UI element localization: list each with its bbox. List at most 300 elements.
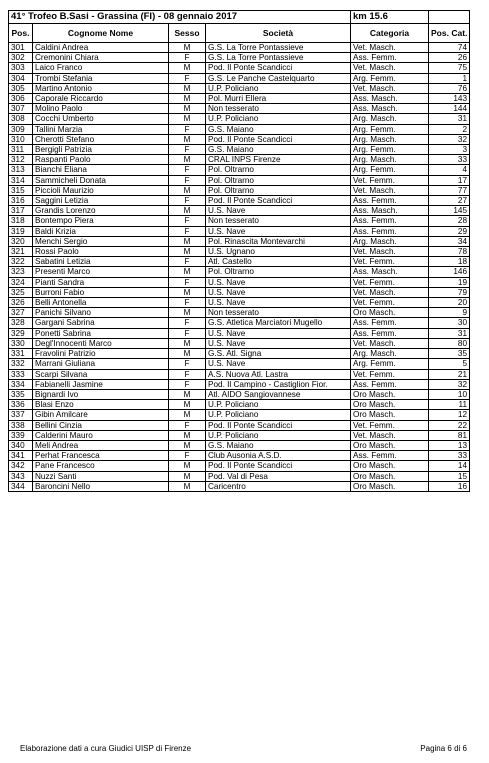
- cell-sex: F: [169, 165, 206, 175]
- cell-category: Oro Masch.: [351, 400, 429, 410]
- cell-category: Ass. Masch.: [351, 267, 429, 277]
- cell-name: Fravolini Patrizio: [33, 349, 169, 359]
- cell-cat-pos: 17: [429, 175, 470, 185]
- cell-club: Pod. Il Campino - Castiglion Fior.: [206, 379, 351, 389]
- cell-cat-pos: 20: [429, 298, 470, 308]
- cell-club: U.P. Policiano: [206, 400, 351, 410]
- cell-cat-pos: 21: [429, 369, 470, 379]
- cell-category: Ass. Femm.: [351, 53, 429, 63]
- cell-club: U.S. Nave: [206, 277, 351, 287]
- cell-cat-pos: 27: [429, 196, 470, 206]
- footer-page-number: Pagina 6 di 6: [420, 744, 467, 753]
- cell-cat-pos: 19: [429, 277, 470, 287]
- table-row: [9, 104, 470, 114]
- cell-category: Vet. Masch.: [351, 430, 429, 440]
- cell-category: Arg. Masch.: [351, 134, 429, 144]
- cell-club: G.S. Maiano: [206, 440, 351, 450]
- cell-name: Molino Paolo: [33, 104, 169, 114]
- cell-name: Ponetti Sabrina: [33, 328, 169, 338]
- cell-name: Pane Francesco: [33, 461, 169, 471]
- cell-cat-pos: 11: [429, 400, 470, 410]
- cell-pos: 303: [9, 63, 33, 73]
- table-row: [9, 287, 470, 297]
- cell-sex: M: [169, 104, 206, 114]
- cell-pos: 322: [9, 257, 33, 267]
- cell-pos: 301: [9, 43, 33, 53]
- cell-pos: 309: [9, 124, 33, 134]
- cell-name: Meli Andrea: [33, 440, 169, 450]
- cell-cat-pos: 34: [429, 236, 470, 246]
- table-row: [9, 257, 470, 267]
- col-header-cat-pos: Pos. Cat.: [429, 24, 470, 43]
- cell-pos: 338: [9, 420, 33, 430]
- cell-category: Vet. Masch.: [351, 43, 429, 53]
- cell-category: Vet. Masch.: [351, 287, 429, 297]
- table-row: [9, 318, 470, 328]
- cell-pos: 306: [9, 94, 33, 104]
- col-header-category: Categoria: [351, 24, 429, 43]
- cell-name: Scarpi Silvana: [33, 369, 169, 379]
- cell-category: Vet. Femm.: [351, 298, 429, 308]
- table-row: [9, 451, 470, 461]
- cell-category: Vet. Masch.: [351, 63, 429, 73]
- table-row: [9, 338, 470, 348]
- table-row: [9, 481, 470, 491]
- cell-sex: M: [169, 338, 206, 348]
- cell-cat-pos: 81: [429, 430, 470, 440]
- cell-cat-pos: 9: [429, 308, 470, 318]
- cell-pos: 336: [9, 400, 33, 410]
- cell-name: Presenti Marco: [33, 267, 169, 277]
- cell-cat-pos: 77: [429, 185, 470, 195]
- cell-cat-pos: 22: [429, 420, 470, 430]
- cell-cat-pos: 74: [429, 43, 470, 53]
- cell-category: Ass. Femm.: [351, 451, 429, 461]
- col-header-sex: Sesso: [169, 24, 206, 43]
- table-row: [9, 277, 470, 287]
- cell-pos: 331: [9, 349, 33, 359]
- cell-club: U.S. Nave: [206, 287, 351, 297]
- cell-sex: F: [169, 359, 206, 369]
- cell-name: Pianti Sandra: [33, 277, 169, 287]
- cell-sex: M: [169, 287, 206, 297]
- table-row: [9, 165, 470, 175]
- cell-club: Pol. Rinascita Montevarchi: [206, 236, 351, 246]
- cell-pos: 342: [9, 461, 33, 471]
- cell-club: Pol. Oltrarno: [206, 165, 351, 175]
- cell-sex: F: [169, 277, 206, 287]
- cell-sex: M: [169, 400, 206, 410]
- cell-sex: F: [169, 226, 206, 236]
- cell-club: Non tesserato: [206, 104, 351, 114]
- cell-pos: 328: [9, 318, 33, 328]
- cell-category: Ass. Femm.: [351, 196, 429, 206]
- cell-club: Atl. Castello: [206, 257, 351, 267]
- cell-cat-pos: 2: [429, 124, 470, 134]
- cell-cat-pos: 79: [429, 287, 470, 297]
- cell-sex: F: [169, 257, 206, 267]
- table-row: [9, 63, 470, 73]
- cell-name: Nuzzi Santi: [33, 471, 169, 481]
- cell-club: Pod. Il Ponte Scandicci: [206, 420, 351, 430]
- table-row: [9, 308, 470, 318]
- cell-pos: 337: [9, 410, 33, 420]
- cell-pos: 329: [9, 328, 33, 338]
- cell-category: Arg. Femm.: [351, 165, 429, 175]
- cell-category: Ass. Masch.: [351, 104, 429, 114]
- cell-cat-pos: 10: [429, 389, 470, 399]
- cell-name: Tallini Marzia: [33, 124, 169, 134]
- cell-club: A.S. Nuova Atl. Lastra: [206, 369, 351, 379]
- cell-cat-pos: 33: [429, 155, 470, 165]
- cell-cat-pos: 78: [429, 247, 470, 257]
- cell-category: Vet. Masch.: [351, 338, 429, 348]
- table-row: [9, 134, 470, 144]
- cell-club: U.S. Nave: [206, 328, 351, 338]
- cell-pos: 341: [9, 451, 33, 461]
- cell-sex: M: [169, 134, 206, 144]
- table-row: [9, 359, 470, 369]
- cell-pos: 343: [9, 471, 33, 481]
- cell-club: Pol. Murri Ellera: [206, 94, 351, 104]
- cell-club: Non tesserato: [206, 308, 351, 318]
- cell-pos: 310: [9, 134, 33, 144]
- cell-name: Sabatini Letizia: [33, 257, 169, 267]
- cell-cat-pos: 80: [429, 338, 470, 348]
- cell-category: Arg. Femm.: [351, 73, 429, 83]
- cell-pos: 320: [9, 236, 33, 246]
- cell-name: Saggini Letizia: [33, 196, 169, 206]
- cell-name: Laico Franco: [33, 63, 169, 73]
- cell-cat-pos: 16: [429, 481, 470, 491]
- column-header-row: [9, 24, 470, 43]
- cell-pos: 324: [9, 277, 33, 287]
- cell-sex: M: [169, 349, 206, 359]
- cell-pos: 323: [9, 267, 33, 277]
- cell-sex: M: [169, 63, 206, 73]
- cell-pos: 330: [9, 338, 33, 348]
- cell-club: Pod. Il Ponte Scandicci: [206, 196, 351, 206]
- table-row: [9, 349, 470, 359]
- cell-pos: 315: [9, 185, 33, 195]
- cell-sex: M: [169, 236, 206, 246]
- cell-cat-pos: 15: [429, 471, 470, 481]
- table-row: [9, 155, 470, 165]
- cell-category: Ass. Femm.: [351, 216, 429, 226]
- cell-name: Trombi Stefania: [33, 73, 169, 83]
- cell-category: Vet. Femm.: [351, 420, 429, 430]
- cell-name: Grandis Lorenzo: [33, 206, 169, 216]
- table-row: [9, 410, 470, 420]
- cell-sex: M: [169, 430, 206, 440]
- col-header-name: Cognome Nome: [33, 24, 169, 43]
- cell-category: Arg. Masch.: [351, 155, 429, 165]
- cell-cat-pos: 31: [429, 328, 470, 338]
- cell-sex: M: [169, 461, 206, 471]
- cell-category: Vet. Femm.: [351, 277, 429, 287]
- cell-cat-pos: 33: [429, 451, 470, 461]
- cell-name: Burroni Fabio: [33, 287, 169, 297]
- cell-name: Belli Antonella: [33, 298, 169, 308]
- cell-sex: M: [169, 471, 206, 481]
- cell-category: Oro Masch.: [351, 481, 429, 491]
- cell-name: Bontempo Piera: [33, 216, 169, 226]
- cell-pos: 334: [9, 379, 33, 389]
- cell-club: Pol. Oltrarno: [206, 267, 351, 277]
- cell-pos: 327: [9, 308, 33, 318]
- title-blank-cell: [429, 11, 470, 24]
- cell-club: Pod. Il Ponte Scandicci: [206, 134, 351, 144]
- cell-pos: 319: [9, 226, 33, 236]
- cell-pos: 321: [9, 247, 33, 257]
- cell-category: Oro Masch.: [351, 389, 429, 399]
- cell-name: Caporale Riccardo: [33, 94, 169, 104]
- cell-cat-pos: 75: [429, 63, 470, 73]
- cell-name: Gargani Sabrina: [33, 318, 169, 328]
- cell-sex: F: [169, 379, 206, 389]
- cell-cat-pos: 14: [429, 461, 470, 471]
- cell-club: G.S. La Torre Pontassieve: [206, 53, 351, 63]
- cell-category: Oro Masch.: [351, 471, 429, 481]
- cell-cat-pos: 146: [429, 267, 470, 277]
- cell-name: Calderini Mauro: [33, 430, 169, 440]
- table-row: [9, 400, 470, 410]
- cell-club: U.S. Nave: [206, 298, 351, 308]
- cell-club: Pod. Il Ponte Scandicci: [206, 63, 351, 73]
- cell-cat-pos: 144: [429, 104, 470, 114]
- cell-name: Caldini Andrea: [33, 43, 169, 53]
- table-row: [9, 206, 470, 216]
- cell-sex: M: [169, 185, 206, 195]
- cell-name: Menchi Sergio: [33, 236, 169, 246]
- col-header-club: Società: [206, 24, 351, 43]
- cell-sex: M: [169, 267, 206, 277]
- cell-sex: F: [169, 451, 206, 461]
- cell-club: Pol. Oltrarno: [206, 185, 351, 195]
- cell-cat-pos: 5: [429, 359, 470, 369]
- cell-category: Arg. Masch.: [351, 349, 429, 359]
- table-row: [9, 73, 470, 83]
- cell-cat-pos: 1: [429, 73, 470, 83]
- cell-cat-pos: 35: [429, 349, 470, 359]
- cell-pos: 335: [9, 389, 33, 399]
- table-row: [9, 471, 470, 481]
- cell-club: Atl. AIDO Sangiovannese: [206, 389, 351, 399]
- cell-sex: M: [169, 83, 206, 93]
- cell-category: Arg. Femm.: [351, 359, 429, 369]
- cell-name: Bergigli Patrizia: [33, 145, 169, 155]
- cell-pos: 313: [9, 165, 33, 175]
- cell-category: Arg. Femm.: [351, 145, 429, 155]
- cell-category: Ass. Masch.: [351, 206, 429, 216]
- footer-credit: Elaborazione dati a cura Giudici UISP di Firenze: [20, 744, 192, 753]
- cell-sex: F: [169, 328, 206, 338]
- cell-name: Rossi Paolo: [33, 247, 169, 257]
- cell-club: Non tesserato: [206, 216, 351, 226]
- cell-sex: M: [169, 206, 206, 216]
- cell-category: Vet. Femm.: [351, 257, 429, 267]
- cell-cat-pos: 143: [429, 94, 470, 104]
- table-row: [9, 226, 470, 236]
- cell-pos: 311: [9, 145, 33, 155]
- cell-pos: 314: [9, 175, 33, 185]
- cell-club: Pol. Oltrarno: [206, 175, 351, 185]
- table-row: [9, 298, 470, 308]
- cell-club: Pod. Val di Pesa: [206, 471, 351, 481]
- cell-category: Arg. Masch.: [351, 236, 429, 246]
- cell-sex: F: [169, 420, 206, 430]
- table-row: [9, 430, 470, 440]
- results-table: [8, 10, 470, 492]
- cell-club: U.S. Nave: [206, 359, 351, 369]
- cell-name: Baroncini Nello: [33, 481, 169, 491]
- cell-sex: F: [169, 369, 206, 379]
- cell-cat-pos: 28: [429, 216, 470, 226]
- cell-cat-pos: 30: [429, 318, 470, 328]
- cell-category: Arg. Femm.: [351, 124, 429, 134]
- cell-name: Cocchi Umberto: [33, 114, 169, 124]
- cell-name: Fabianelli Jasmine: [33, 379, 169, 389]
- cell-cat-pos: 76: [429, 83, 470, 93]
- table-row: [9, 389, 470, 399]
- table-row: [9, 328, 470, 338]
- cell-club: G.S. Atl. Signa: [206, 349, 351, 359]
- cell-club: Caricentro: [206, 481, 351, 491]
- cell-name: Blasi Enzo: [33, 400, 169, 410]
- cell-pos: 304: [9, 73, 33, 83]
- cell-club: G.S. Maiano: [206, 145, 351, 155]
- table-row: [9, 369, 470, 379]
- cell-cat-pos: 145: [429, 206, 470, 216]
- cell-sex: F: [169, 175, 206, 185]
- cell-sex: M: [169, 114, 206, 124]
- cell-category: Vet. Masch.: [351, 247, 429, 257]
- cell-sex: M: [169, 308, 206, 318]
- cell-club: CRAL INPS Firenze: [206, 155, 351, 165]
- cell-name: Gibin Amilcare: [33, 410, 169, 420]
- cell-sex: F: [169, 145, 206, 155]
- table-row: [9, 196, 470, 206]
- table-row: [9, 216, 470, 226]
- cell-category: Vet. Masch.: [351, 83, 429, 93]
- cell-cat-pos: 29: [429, 226, 470, 236]
- col-header-pos: Pos.: [9, 24, 33, 43]
- cell-category: Ass. Femm.: [351, 328, 429, 338]
- cell-sex: F: [169, 73, 206, 83]
- cell-category: Ass. Femm.: [351, 318, 429, 328]
- cell-category: Arg. Masch.: [351, 114, 429, 124]
- cell-pos: 332: [9, 359, 33, 369]
- cell-category: Ass. Masch.: [351, 94, 429, 104]
- cell-pos: 308: [9, 114, 33, 124]
- cell-club: U.S. Nave: [206, 338, 351, 348]
- cell-pos: 302: [9, 53, 33, 63]
- cell-pos: 344: [9, 481, 33, 491]
- cell-category: Vet. Femm.: [351, 369, 429, 379]
- title-row: [9, 11, 470, 24]
- cell-cat-pos: 3: [429, 145, 470, 155]
- table-row: [9, 145, 470, 155]
- cell-name: Cremonini Chiara: [33, 53, 169, 63]
- cell-category: Ass. Femm.: [351, 379, 429, 389]
- cell-sex: F: [169, 53, 206, 63]
- cell-club: Club Ausonia A.S.D.: [206, 451, 351, 461]
- cell-club: G.S. Le Panche Castelquarto: [206, 73, 351, 83]
- cell-sex: F: [169, 124, 206, 134]
- cell-club: U.S. Ugnano: [206, 247, 351, 257]
- cell-sex: F: [169, 298, 206, 308]
- cell-cat-pos: 32: [429, 134, 470, 144]
- cell-category: Oro Masch.: [351, 410, 429, 420]
- cell-cat-pos: 13: [429, 440, 470, 450]
- cell-club: G.S. La Torre Pontassieve: [206, 43, 351, 53]
- cell-cat-pos: 26: [429, 53, 470, 63]
- cell-sex: M: [169, 247, 206, 257]
- table-row: [9, 43, 470, 53]
- cell-cat-pos: 12: [429, 410, 470, 420]
- cell-club: U.P. Policiano: [206, 410, 351, 420]
- table-row: [9, 185, 470, 195]
- cell-category: Vet. Femm.: [351, 175, 429, 185]
- cell-club: G.S. Maiano: [206, 124, 351, 134]
- results-body: [9, 43, 470, 492]
- cell-club: U.P. Policiano: [206, 114, 351, 124]
- cell-name: Raspanti Paolo: [33, 155, 169, 165]
- cell-name: Bignardi Ivo: [33, 389, 169, 399]
- cell-category: Ass. Femm.: [351, 226, 429, 236]
- table-row: [9, 124, 470, 134]
- table-row: [9, 83, 470, 93]
- cell-sex: F: [169, 216, 206, 226]
- cell-sex: M: [169, 389, 206, 399]
- cell-pos: 305: [9, 83, 33, 93]
- table-row: [9, 175, 470, 185]
- table-row: [9, 440, 470, 450]
- cell-name: Degl'Innocenti Marco: [33, 338, 169, 348]
- cell-name: Bianchi Eliana: [33, 165, 169, 175]
- cell-category: Oro Masch.: [351, 461, 429, 471]
- cell-category: Vet. Masch.: [351, 185, 429, 195]
- cell-club: U.P. Policiano: [206, 430, 351, 440]
- cell-club: U.P. Policiano: [206, 83, 351, 93]
- cell-sex: M: [169, 481, 206, 491]
- cell-pos: 318: [9, 216, 33, 226]
- cell-pos: 312: [9, 155, 33, 165]
- table-row: [9, 114, 470, 124]
- cell-category: Oro Masch.: [351, 308, 429, 318]
- cell-cat-pos: 31: [429, 114, 470, 124]
- cell-name: Bellini Cinzia: [33, 420, 169, 430]
- table-row: [9, 267, 470, 277]
- cell-pos: 325: [9, 287, 33, 297]
- cell-pos: 316: [9, 196, 33, 206]
- cell-pos: 326: [9, 298, 33, 308]
- table-row: [9, 379, 470, 389]
- cell-name: Panichi Silvano: [33, 308, 169, 318]
- cell-sex: F: [169, 318, 206, 328]
- race-title: 41° Trofeo B.Sasi - Grassina (FI) - 08 gennaio 2017: [9, 11, 351, 24]
- cell-club: Pod. Il Ponte Scandicci: [206, 461, 351, 471]
- cell-name: Marrani Giuliana: [33, 359, 169, 369]
- cell-name: Perhat Francesca: [33, 451, 169, 461]
- table-row: [9, 461, 470, 471]
- cell-pos: 333: [9, 369, 33, 379]
- cell-club: U.S. Nave: [206, 226, 351, 236]
- cell-sex: M: [169, 94, 206, 104]
- cell-cat-pos: 32: [429, 379, 470, 389]
- cell-cat-pos: 18: [429, 257, 470, 267]
- cell-cat-pos: 4: [429, 165, 470, 175]
